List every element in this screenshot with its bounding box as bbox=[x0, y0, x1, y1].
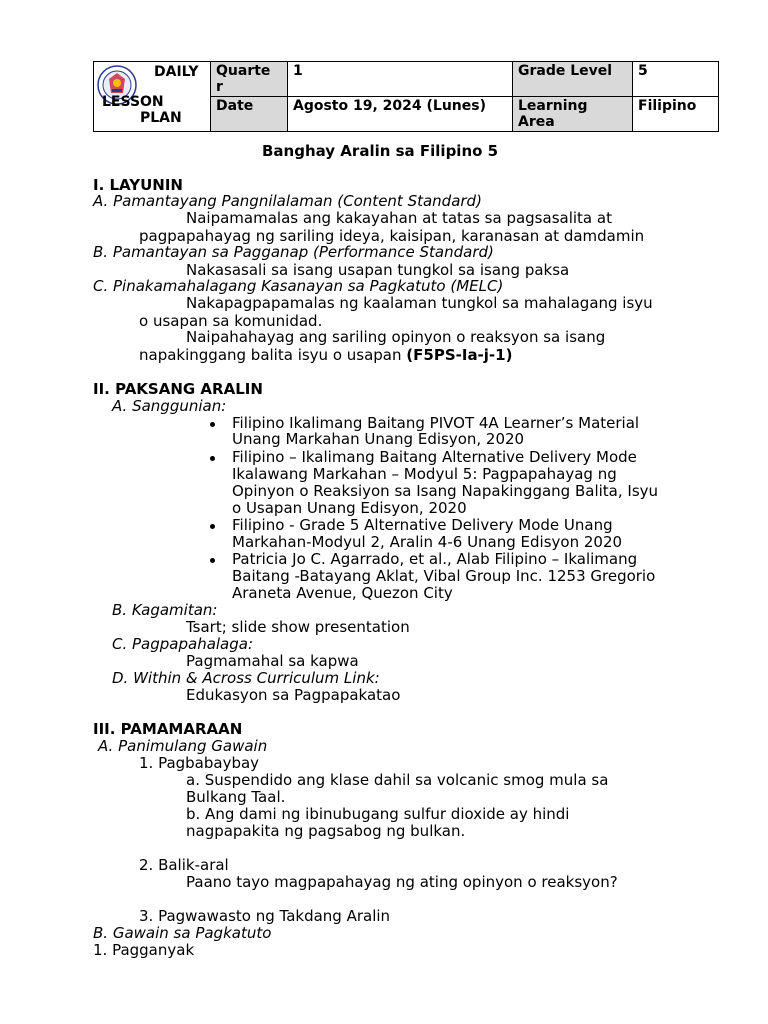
learning-area-label: Learning Area bbox=[513, 97, 633, 132]
plan-label: PLAN bbox=[140, 110, 182, 126]
melc-line-text: napakinggang balita isyu o usapan bbox=[139, 346, 402, 364]
pagpapahalaga-value: Pagmamahal sa kapwa bbox=[186, 652, 359, 670]
list-item: 1. Pagganyak bbox=[93, 941, 195, 959]
paksa-heading: II. PAKSANG ARALIN bbox=[93, 380, 263, 398]
panimulang-gawain-label: A. Panimulang Gawain bbox=[98, 737, 268, 755]
melc-line: Naipahahayag ang sariling opinyon o reaksyon sa isang bbox=[186, 328, 606, 346]
bullet-icon bbox=[210, 422, 215, 427]
sanggunian-label: A. Sanggunian: bbox=[112, 397, 227, 415]
melc-code: (F5PS-Ia-j-1) bbox=[406, 346, 513, 364]
kagamitan-value: Tsart; slide show presentation bbox=[186, 618, 410, 636]
bullet-icon bbox=[210, 558, 215, 563]
performance-standard-label: B. Pamantayan sa Pagganap (Performance Standard) bbox=[93, 243, 494, 261]
melc-line: o usapan sa komunidad. bbox=[139, 312, 323, 330]
reference-line: Unang Markahan Unang Edisyon, 2020 bbox=[232, 430, 525, 448]
daily-label: DAILY bbox=[154, 64, 199, 80]
melc-line bbox=[139, 347, 512, 364]
list-item: a. Suspendido ang klase dahil sa volcanic smog mula sa bbox=[186, 771, 609, 789]
reference-line: Baitang -Batayang Aklat, Vibal Group Inc. 1253 Gregorio bbox=[232, 567, 656, 585]
content-standard-label: A. Pamantayang Pangnilalaman (Content Standard) bbox=[93, 192, 482, 210]
list-item: nagpapakita ng pagsabog ng bulkan. bbox=[186, 822, 466, 840]
reference-line: Araneta Avenue, Quezon City bbox=[232, 584, 453, 602]
reference-line: Filipino – Ikalimang Baitang Alternative Delivery Mode bbox=[232, 448, 637, 466]
performance-standard-line: Nakasasali sa isang usapan tungkol sa isang paksa bbox=[186, 261, 570, 279]
pagpapahalaga-label: C. Pagpapahalaga: bbox=[112, 635, 254, 653]
quarter-value: 1 bbox=[288, 62, 513, 97]
bullet-icon bbox=[210, 456, 215, 461]
reference-line: Markahan-Modyul 2, Aralin 4-6 Unang Edisyon 2020 bbox=[232, 533, 623, 551]
reference-line: Patricia Jo C. Agarrado, et al., Alab Filipino – Ikalimang bbox=[232, 550, 638, 568]
pamamaraan-heading: III. PAMAMARAAN bbox=[93, 720, 243, 738]
logo-cell bbox=[94, 62, 211, 132]
quarter-label: Quarte r bbox=[211, 62, 288, 97]
document-title: Banghay Aralin sa Filipino 5 bbox=[262, 142, 499, 160]
list-item: 1. Pagbabaybay bbox=[139, 754, 260, 772]
content-standard-line: Naipamamalas ang kakayahan at tatas sa pagsasalita at bbox=[186, 209, 612, 227]
curriculum-link-label: D. Within & Across Curriculum Link: bbox=[112, 669, 380, 687]
melc-line: Nakapagpapamalas ng kaalaman tungkol sa mahalagang isyu bbox=[186, 294, 653, 312]
date-label: Date bbox=[211, 97, 288, 132]
lesson-label: LESSON bbox=[102, 94, 164, 110]
reference-line: Ikalawang Markahan – Modyul 5: Pagpapahayag ng bbox=[232, 465, 617, 483]
kagamitan-label: B. Kagamitan: bbox=[112, 601, 218, 619]
grade-level-label: Grade Level bbox=[513, 62, 633, 97]
curriculum-link-value: Edukasyon sa Pagpapakatao bbox=[186, 686, 401, 704]
list-item: Bulkang Taal. bbox=[186, 788, 286, 806]
reference-line: o Usapan Unang Edisyon, 2020 bbox=[232, 499, 467, 517]
layunin-heading: I. LAYUNIN bbox=[93, 176, 183, 194]
content-standard-line: pagpapahayag ng sariling ideya, kaisipan, karanasan at damdamin bbox=[139, 227, 645, 245]
reference-line: Filipino - Grade 5 Alternative Delivery Mode Unang bbox=[232, 516, 613, 534]
grade-level-value: 5 bbox=[633, 62, 719, 97]
gawain-sa-pagkatuto-label: B. Gawain sa Pagkatuto bbox=[93, 924, 272, 942]
learning-area-value: Filipino bbox=[633, 97, 719, 132]
list-item: 3. Pagwawasto ng Takdang Aralin bbox=[139, 907, 391, 925]
list-item: Paano tayo magpapahayag ng ating opinyon o reaksyon? bbox=[186, 873, 618, 891]
reference-line: Opinyon o Reaksiyon sa Isang Napakinggang Balita, Isyu bbox=[232, 482, 659, 500]
reference-line: Filipino Ikalimang Baitang PIVOT 4A Learner’s Material bbox=[232, 414, 640, 432]
bullet-icon bbox=[210, 524, 215, 529]
melc-label: C. Pinakamahalagang Kasanayan sa Pagkatuto (MELC) bbox=[93, 277, 504, 295]
header-table bbox=[93, 61, 719, 132]
date-value: Agosto 19, 2024 (Lunes) bbox=[288, 97, 513, 132]
list-item: 2. Balik-aral bbox=[139, 856, 229, 874]
list-item: b. Ang dami ng ibinubugang sulfur dioxide ay hindi bbox=[186, 805, 570, 823]
